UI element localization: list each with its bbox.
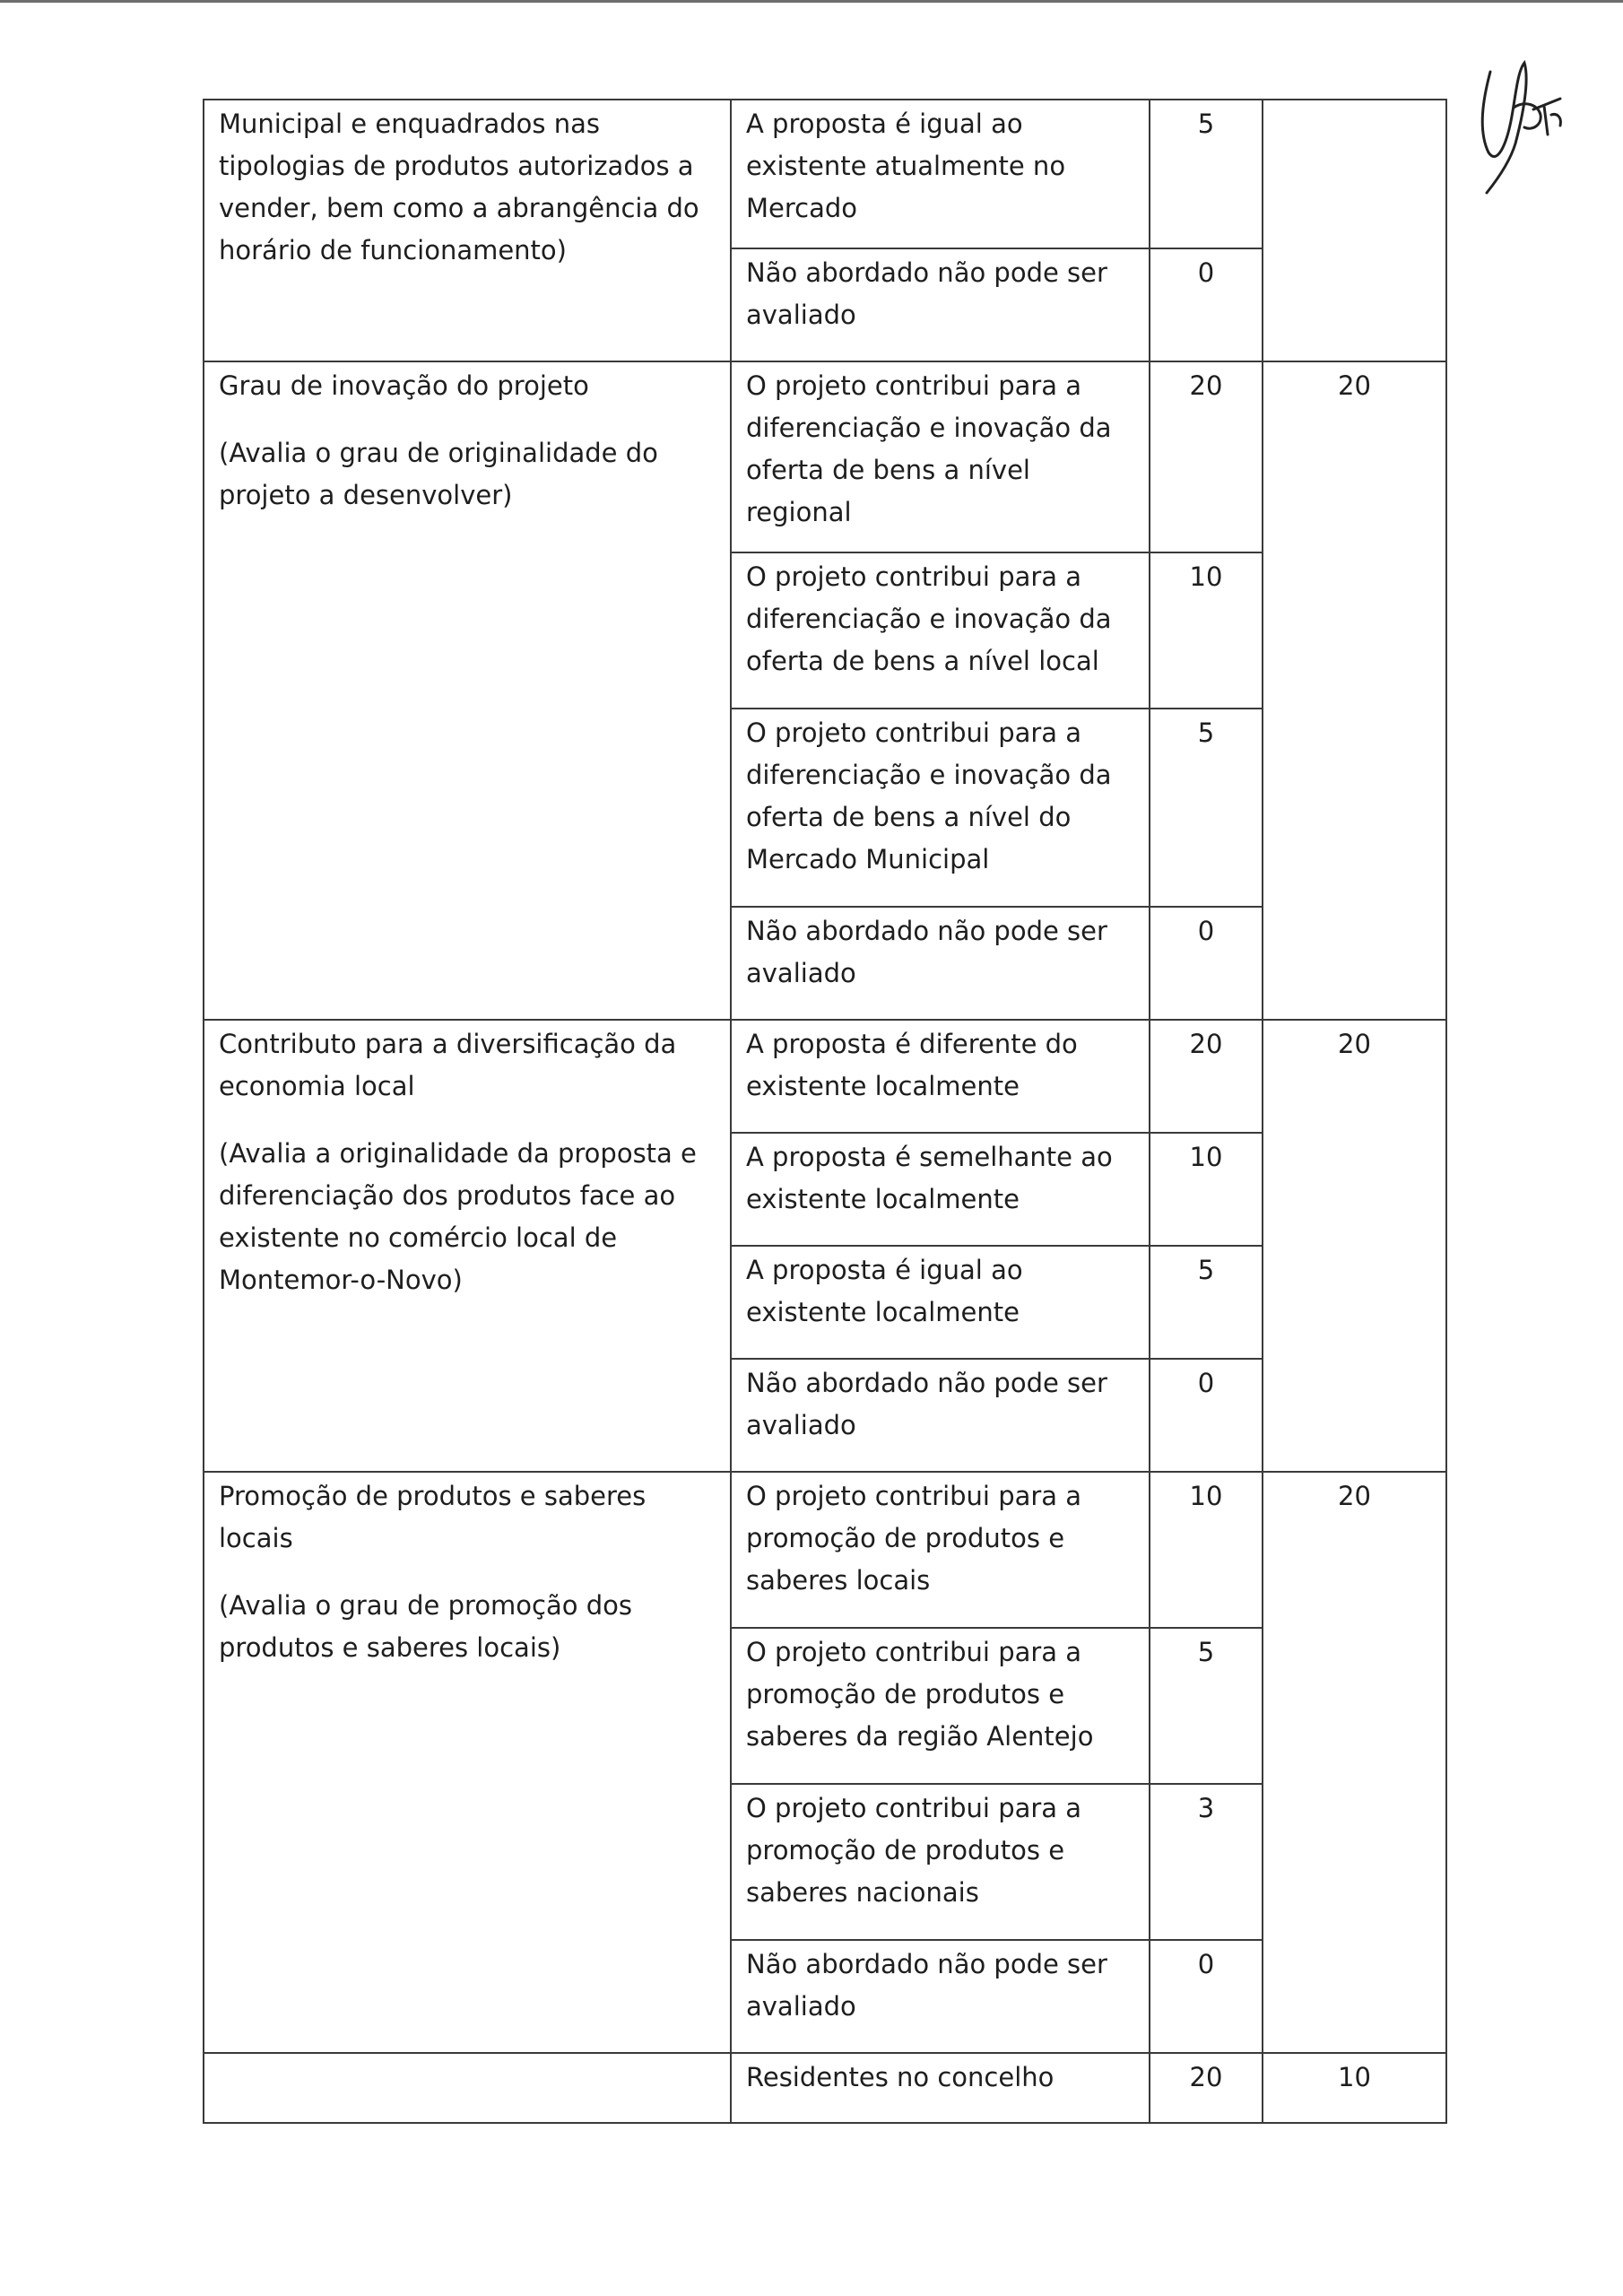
score-cell: 0 [1150, 248, 1263, 361]
table-row [204, 100, 1446, 248]
score-cell: 10 [1150, 552, 1263, 709]
score-cell: 0 [1150, 1359, 1263, 1472]
score-cell: 5 [1150, 1628, 1263, 1784]
page-top-edge [0, 0, 1623, 3]
criterion-cell [204, 361, 731, 1020]
option-cell: Não abordado não pode ser avaliado [731, 1940, 1150, 2053]
score-cell: 10 [1150, 1133, 1263, 1246]
criterion-cell [204, 1472, 731, 2053]
option-cell: O projeto contribui para a diferenciação e inovação da oferta de bens a nível regional [731, 361, 1150, 552]
table-row [204, 2053, 1446, 2123]
criterion-cell [204, 2053, 731, 2123]
score-cell: 5 [1150, 100, 1263, 248]
criterion-description: (Avalia o grau de originalidade do projeto a desenvolver) [219, 438, 658, 510]
max-points-cell: 20 [1263, 361, 1446, 1020]
option-cell: Residentes no concelho [731, 2053, 1150, 2123]
max-points-cell: 20 [1263, 1472, 1446, 2053]
option-cell: O projeto contribui para a diferenciação e inovação da oferta de bens a nível do Mercado Municipal [731, 709, 1150, 907]
max-points-cell [1263, 100, 1446, 361]
score-cell: 5 [1150, 709, 1263, 907]
score-cell: 0 [1150, 907, 1263, 1020]
criterion-title: Contributo para a diversificação da economia local [219, 1029, 677, 1101]
criterion-description: (Avalia o grau de promoção dos produtos e saberes locais) [219, 1590, 632, 1663]
table-row [204, 361, 1446, 552]
option-cell: A proposta é diferente do existente localmente [731, 1020, 1150, 1133]
criterion-title: Promoção de produtos e saberes locais [219, 1481, 647, 1553]
evaluation-criteria-table [203, 99, 1447, 2124]
score-cell: 5 [1150, 1246, 1263, 1359]
option-cell: A proposta é semelhante ao existente localmente [731, 1133, 1150, 1246]
score-cell: 20 [1150, 2053, 1263, 2123]
option-cell: O projeto contribui para a promoção de produtos e saberes nacionais [731, 1784, 1150, 1940]
max-points-cell: 10 [1263, 2053, 1446, 2123]
table-row [204, 1020, 1446, 1133]
option-cell: Não abordado não pode ser avaliado [731, 248, 1150, 361]
criterion-cell [204, 100, 731, 361]
option-cell: O projeto contribui para a diferenciação e inovação da oferta de bens a nível local [731, 552, 1150, 709]
max-points-cell: 20 [1263, 1020, 1446, 1472]
score-cell: 20 [1150, 361, 1263, 552]
criterion-description: (Avalia a originalidade da proposta e diferenciação dos produtos face ao existente no comércio local de Montemor-o-Novo) [219, 1138, 697, 1295]
option-cell: O projeto contribui para a promoção de produtos e saberes locais [731, 1472, 1150, 1628]
option-cell: Não abordado não pode ser avaliado [731, 907, 1150, 1020]
score-cell: 0 [1150, 1940, 1263, 2053]
option-cell: A proposta é igual ao existente atualmente no Mercado [731, 100, 1150, 248]
option-cell: A proposta é igual ao existente localmente [731, 1246, 1150, 1359]
option-cell: Não abordado não pode ser avaliado [731, 1359, 1150, 1472]
criterion-text: Municipal e enquadrados nas tipologias de produtos autorizados a vender, bem como a abrangência do horário de funcionamento) [219, 109, 699, 265]
criterion-cell [204, 1020, 731, 1472]
score-cell: 10 [1150, 1472, 1263, 1628]
criterion-title: Grau de inovação do projeto [219, 370, 589, 401]
score-cell: 3 [1150, 1784, 1263, 1940]
score-cell: 20 [1150, 1020, 1263, 1133]
table-row [204, 1472, 1446, 1628]
handwritten-signature [1471, 45, 1569, 197]
option-cell: O projeto contribui para a promoção de produtos e saberes da região Alentejo [731, 1628, 1150, 1784]
